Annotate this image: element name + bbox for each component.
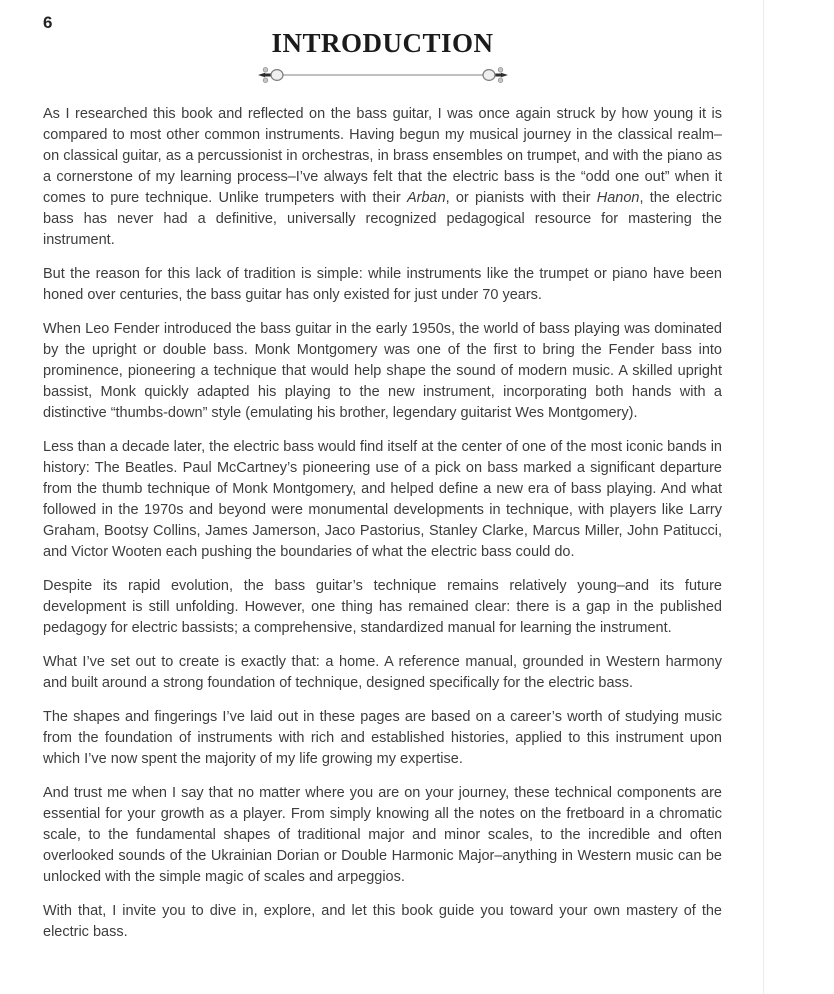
text-run: But the reason for this lack of tradition is simple: while instruments like the trumpet or piano have been honed over centuries, the bass guitar has only existed for just under 70 years. (43, 266, 722, 303)
paragraph (43, 707, 722, 770)
divider-ornament (43, 66, 722, 84)
italic-text-run: Arban (406, 190, 446, 206)
text-run: , the electric bass has never had a definitive, universally recognized pedagogical resource for mastering the instrument. (43, 190, 722, 248)
italic-text-run: Hanon (596, 190, 640, 206)
paragraph (43, 264, 722, 306)
text-run: The shapes and fingerings I’ve laid out in these pages are based on a career’s worth of studying music from the foundation of instruments with rich and established histories, applied to this instrument upon which I’ve now spent the majority of my life growing my expertise. (43, 709, 722, 767)
paragraph (43, 783, 722, 888)
text-run: As I researched this book and reflected on the bass guitar, I was once again struck by how young it is compared to most other common instruments. Having begun my musical journey in the classical realm–on classical guitar, as a percussionist in orchestras, in brass ensembles on trumpet, and with the piano as a cornerstone of my learning process–I’ve always felt that the electric bass is the “odd one out” when it comes to pure technique. Unlike trumpeters with their (43, 106, 722, 206)
page-header (43, 0, 722, 84)
paragraph (43, 437, 722, 563)
text-run: What I’ve set out to create is exactly that: a home. A reference manual, grounded in Western harmony and built around a strong foundation of technique, designed specifically for the electric bass. (43, 654, 722, 691)
paragraph (43, 901, 722, 943)
paragraph (43, 652, 722, 694)
paragraph (43, 319, 722, 424)
text-run: Despite its rapid evolution, the bass guitar’s technique remains relatively young–and its future development is still unfolding. However, one thing has remained clear: there is a gap in the published pedagogy for electric bassists; a comprehensive, standardized manual for learning the instrument. (43, 578, 722, 636)
text-run: , or pianists with their (445, 190, 597, 206)
text-run: With that, I invite you to dive in, explore, and let this book guide you toward your own mastery of the electric bass. (43, 903, 722, 940)
text-run: And trust me when I say that no matter where you are on your journey, these technical components are essential for your growth as a player. From simply knowing all the notes on the fretboard in a chromatic scale, to the fundamental shapes of traditional major and minor scales, to the incredible and often overlooked sounds of the Ukrainian Dorian or Double Harmonic Major–anything in Western music can be unlocked with the simple magic of scales and arpeggios. (43, 785, 722, 885)
page-number: 6 (43, 13, 53, 32)
divider-rule-icon (257, 66, 509, 84)
text-run: Less than a decade later, the electric bass would find itself at the center of one of the most iconic bands in history: The Beatles. Paul McCartney’s pioneering use of a pick on bass marked a significant departure from the thumb technique of Monk Montgomery, and helped define a new era of bass playing. And what followed in the 1970s and beyond were monumental developments in technique, with players like Larry Graham, Bootsy Collins, James Jamerson, Jaco Pastorius, Stanley Clarke, Marcus Miller, John Patitucci, and Victor Wooten each pushing the boundaries of what the electric bass could do. (43, 439, 722, 560)
text-run: When Leo Fender introduced the bass guitar in the early 1950s, the world of bass playing was dominated by the upright or double bass. Monk Montgomery was one of the first to bring the Fender bass into prominence, pioneering a technique that would help shape the sound of modern music. A skilled upright bassist, Monk quickly adapted his playing to the new instrument, incorporating both hands with a distinctive “thumbs-down” style (emulating his brother, legendary guitarist Wes Montgomery). (43, 321, 722, 421)
body-paragraphs (43, 104, 722, 943)
paragraph (43, 576, 722, 639)
page-title: INTRODUCTION (271, 28, 494, 58)
page-edge-line (763, 0, 764, 994)
paragraph (43, 104, 722, 251)
